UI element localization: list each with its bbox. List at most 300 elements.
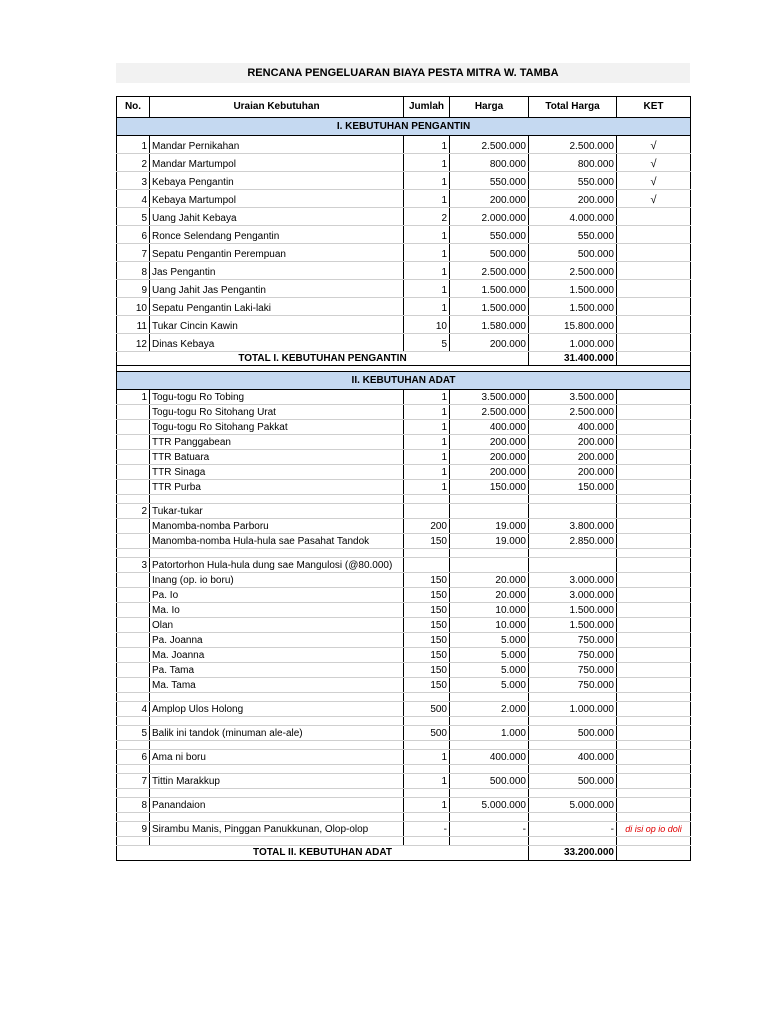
row-total: 800.000: [529, 154, 617, 172]
row-number: 5: [117, 208, 150, 226]
row-quantity: 1: [404, 390, 450, 405]
row-description: Tittin Marakkup: [150, 774, 404, 789]
row-price: 200.000: [450, 334, 529, 352]
table-row: [117, 822, 691, 837]
table-row: [117, 172, 691, 190]
row-number: [117, 837, 150, 846]
row-price: 400.000: [450, 750, 529, 765]
row-price: 550.000: [450, 226, 529, 244]
spacer-row: [117, 693, 691, 702]
row-quantity: 1: [404, 405, 450, 420]
row-number: 4: [117, 190, 150, 208]
row-number: [117, 519, 150, 534]
row-quantity: [404, 837, 450, 846]
row-description: Ronce Selendang Pengantin: [150, 226, 404, 244]
row-description: Sirambu Manis, Pinggan Panukkunan, Olop-olop: [150, 822, 404, 837]
section-2-body: [117, 372, 691, 846]
table-row: [117, 226, 691, 244]
row-total: 1.000.000: [529, 702, 617, 717]
row-quantity: 150: [404, 678, 450, 693]
row-quantity: [404, 495, 450, 504]
row-price: 200.000: [450, 190, 529, 208]
row-description: Dinas Kebaya: [150, 334, 404, 352]
row-number: 6: [117, 750, 150, 765]
row-ket: [617, 798, 691, 813]
row-quantity: 1: [404, 136, 450, 154]
row-quantity: 150: [404, 588, 450, 603]
row-ket: [617, 420, 691, 435]
row-price: 3.500.000: [450, 390, 529, 405]
row-price: 5.000: [450, 663, 529, 678]
row-quantity: 1: [404, 226, 450, 244]
row-total: 500.000: [529, 244, 617, 262]
checkmark-icon: √: [650, 176, 657, 188]
table-row: [117, 519, 691, 534]
row-number: [117, 618, 150, 633]
row-total: 4.000.000: [529, 208, 617, 226]
table-row: [117, 450, 691, 465]
row-description: Tukar Cincin Kawin: [150, 316, 404, 334]
row-total: [529, 837, 617, 846]
row-total: 1.500.000: [529, 618, 617, 633]
row-number: [117, 450, 150, 465]
section-1-total-value: 31.400.000: [529, 352, 617, 366]
row-quantity: 1: [404, 450, 450, 465]
row-ket: [617, 208, 691, 226]
row-total: [529, 741, 617, 750]
row-total: 3.000.000: [529, 573, 617, 588]
row-ket: [617, 519, 691, 534]
row-quantity: [404, 741, 450, 750]
row-quantity: -: [404, 822, 450, 837]
row-total: 2.500.000: [529, 262, 617, 280]
section-1-body: [117, 118, 691, 352]
row-price: [450, 693, 529, 702]
table-row: [117, 663, 691, 678]
row-description: TTR Batuara: [150, 450, 404, 465]
row-quantity: 10: [404, 316, 450, 334]
row-quantity: [404, 558, 450, 573]
row-ket: [617, 244, 691, 262]
row-ket: [617, 813, 691, 822]
row-ket: [617, 465, 691, 480]
row-total: 750.000: [529, 648, 617, 663]
col-header-ket: KET: [617, 97, 691, 118]
row-price: 200.000: [450, 465, 529, 480]
row-price: [450, 837, 529, 846]
row-ket: [617, 558, 691, 573]
row-quantity: 1: [404, 262, 450, 280]
row-total: 15.800.000: [529, 316, 617, 334]
row-total: [529, 558, 617, 573]
row-price: [450, 789, 529, 798]
row-total: 2.500.000: [529, 405, 617, 420]
spacer-row: [117, 549, 691, 558]
row-price: 1.580.000: [450, 316, 529, 334]
row-number: 7: [117, 244, 150, 262]
row-total: 200.000: [529, 435, 617, 450]
row-description: Kebaya Pengantin: [150, 172, 404, 190]
row-description: [150, 741, 404, 750]
row-total: [529, 813, 617, 822]
row-number: [117, 813, 150, 822]
table-row: [117, 208, 691, 226]
row-price: 2.500.000: [450, 136, 529, 154]
row-quantity: 1: [404, 190, 450, 208]
table-row: [117, 618, 691, 633]
row-total: 5.000.000: [529, 798, 617, 813]
row-quantity: 150: [404, 663, 450, 678]
row-description: TTR Sinaga: [150, 465, 404, 480]
row-description: Panandaion: [150, 798, 404, 813]
row-quantity: 1: [404, 435, 450, 450]
row-description: [150, 813, 404, 822]
row-number: [117, 678, 150, 693]
row-total: 750.000: [529, 678, 617, 693]
table-row: [117, 316, 691, 334]
spacer-row: [117, 765, 691, 774]
row-quantity: [404, 504, 450, 519]
row-total: 3.000.000: [529, 588, 617, 603]
row-description: Sepatu Pengantin Perempuan: [150, 244, 404, 262]
row-total: 3.500.000: [529, 390, 617, 405]
row-number: [117, 573, 150, 588]
row-total: 1.500.000: [529, 280, 617, 298]
spacer-row: [117, 813, 691, 822]
section-1-total-row: [117, 352, 691, 366]
row-total: 550.000: [529, 226, 617, 244]
row-total: 200.000: [529, 450, 617, 465]
table-row: [117, 588, 691, 603]
table-row: [117, 774, 691, 789]
row-price: [450, 558, 529, 573]
row-total: 2.500.000: [529, 136, 617, 154]
row-price: [450, 741, 529, 750]
header-row: [117, 97, 691, 118]
row-number: [117, 663, 150, 678]
row-price: 19.000: [450, 519, 529, 534]
row-total: 2.850.000: [529, 534, 617, 549]
row-price: 5.000: [450, 633, 529, 648]
row-number: [117, 534, 150, 549]
row-price: 800.000: [450, 154, 529, 172]
row-description: Kebaya Martumpol: [150, 190, 404, 208]
row-total: 550.000: [529, 172, 617, 190]
section-1-total: [117, 352, 691, 372]
row-number: 10: [117, 298, 150, 316]
table-row: [117, 558, 691, 573]
section-2-header: [117, 372, 691, 390]
row-number: [117, 789, 150, 798]
row-ket: [617, 495, 691, 504]
row-price: 5.000: [450, 678, 529, 693]
row-number: [117, 603, 150, 618]
row-quantity: [404, 789, 450, 798]
row-ket: [617, 334, 691, 352]
row-total: 400.000: [529, 750, 617, 765]
row-quantity: 500: [404, 726, 450, 741]
row-ket: [617, 280, 691, 298]
row-number: 7: [117, 774, 150, 789]
row-description: Togu-togu Ro Sitohang Urat: [150, 405, 404, 420]
row-price: 150.000: [450, 480, 529, 495]
row-ket: [617, 154, 691, 172]
row-quantity: [404, 549, 450, 558]
row-number: 4: [117, 702, 150, 717]
row-total: [529, 693, 617, 702]
row-total: 750.000: [529, 633, 617, 648]
row-number: 11: [117, 316, 150, 334]
section-1-total-ket: [617, 352, 691, 366]
row-number: [117, 765, 150, 774]
row-ket: [617, 648, 691, 663]
budget-table: [116, 96, 691, 861]
row-ket: [617, 262, 691, 280]
row-number: 5: [117, 726, 150, 741]
row-price: [450, 813, 529, 822]
row-total: 1.500.000: [529, 603, 617, 618]
row-price: 1.500.000: [450, 298, 529, 316]
section-2-total: [117, 846, 691, 861]
row-total: [529, 504, 617, 519]
row-ket: [617, 822, 691, 837]
spacer-row: [117, 789, 691, 798]
row-description: [150, 495, 404, 504]
checkmark-icon: √: [650, 194, 657, 206]
row-description: [150, 549, 404, 558]
row-ket: [617, 172, 691, 190]
row-ket: [617, 573, 691, 588]
table-row: [117, 648, 691, 663]
row-price: 200.000: [450, 435, 529, 450]
col-header-price: Harga: [450, 97, 529, 118]
row-total: [529, 789, 617, 798]
row-ket: [617, 726, 691, 741]
row-quantity: 150: [404, 618, 450, 633]
row-ket: [617, 765, 691, 774]
table-row: [117, 420, 691, 435]
col-header-quantity: Jumlah: [404, 97, 450, 118]
row-total: 150.000: [529, 480, 617, 495]
row-quantity: 200: [404, 519, 450, 534]
row-total: [529, 765, 617, 774]
row-price: [450, 549, 529, 558]
table-row: [117, 280, 691, 298]
row-description: Ma. Joanna: [150, 648, 404, 663]
row-price: [450, 495, 529, 504]
row-ket: [617, 717, 691, 726]
row-number: [117, 741, 150, 750]
table-row: [117, 603, 691, 618]
row-ket: [617, 663, 691, 678]
row-quantity: 1: [404, 244, 450, 262]
row-total: 200.000: [529, 465, 617, 480]
table-row: [117, 465, 691, 480]
row-quantity: [404, 693, 450, 702]
section-2-total-ket: [617, 846, 691, 861]
row-quantity: 150: [404, 603, 450, 618]
row-total: 750.000: [529, 663, 617, 678]
row-number: 8: [117, 798, 150, 813]
row-ket: [617, 618, 691, 633]
section-1-header: [117, 118, 691, 136]
row-number: [117, 648, 150, 663]
row-description: Pa. Joanna: [150, 633, 404, 648]
row-ket: [617, 534, 691, 549]
row-ket: [617, 435, 691, 450]
row-number: [117, 717, 150, 726]
row-quantity: 150: [404, 573, 450, 588]
row-price: 20.000: [450, 573, 529, 588]
table-row: [117, 633, 691, 648]
table-row: [117, 750, 691, 765]
row-ket: [617, 190, 691, 208]
row-number: 3: [117, 558, 150, 573]
row-description: [150, 717, 404, 726]
row-total: 1.000.000: [529, 334, 617, 352]
row-total: 200.000: [529, 190, 617, 208]
row-ket: [617, 702, 691, 717]
row-quantity: 2: [404, 208, 450, 226]
row-number: [117, 633, 150, 648]
table-row: [117, 154, 691, 172]
spacer-row: [117, 717, 691, 726]
row-quantity: 1: [404, 750, 450, 765]
section-1-title: I. KEBUTUHAN PENGANTIN: [117, 118, 691, 136]
row-price: 500.000: [450, 244, 529, 262]
row-quantity: 1: [404, 172, 450, 190]
row-ket: [617, 789, 691, 798]
row-quantity: 1: [404, 154, 450, 172]
row-quantity: 150: [404, 534, 450, 549]
checkmark-icon: √: [650, 140, 657, 152]
row-description: Balik ini tandok (minuman ale-ale): [150, 726, 404, 741]
row-description: Ma. Tama: [150, 678, 404, 693]
row-price: 500.000: [450, 774, 529, 789]
row-number: 6: [117, 226, 150, 244]
row-quantity: [404, 717, 450, 726]
row-ket: [617, 837, 691, 846]
row-number: [117, 549, 150, 558]
row-quantity: 1: [404, 774, 450, 789]
row-description: Manomba-nomba Parboru: [150, 519, 404, 534]
section-2-title: II. KEBUTUHAN ADAT: [117, 372, 691, 390]
row-price: 20.000: [450, 588, 529, 603]
row-ket: [617, 741, 691, 750]
row-ket: [617, 678, 691, 693]
row-total: 400.000: [529, 420, 617, 435]
row-number: [117, 495, 150, 504]
row-total: 500.000: [529, 774, 617, 789]
row-description: Pa. Tama: [150, 663, 404, 678]
row-number: [117, 465, 150, 480]
row-number: 1: [117, 136, 150, 154]
row-price: 10.000: [450, 603, 529, 618]
row-total: [529, 717, 617, 726]
row-description: Togu-togu Ro Sitohang Pakkat: [150, 420, 404, 435]
row-number: 1: [117, 390, 150, 405]
row-quantity: 150: [404, 633, 450, 648]
section-2-total-row: [117, 846, 691, 861]
row-ket: [617, 298, 691, 316]
row-number: 12: [117, 334, 150, 352]
row-price: -: [450, 822, 529, 837]
row-ket: [617, 480, 691, 495]
section-2-total-label: TOTAL II. KEBUTUHAN ADAT: [117, 846, 529, 861]
row-number: [117, 435, 150, 450]
row-ket: [617, 549, 691, 558]
row-number: 9: [117, 280, 150, 298]
table-row: [117, 678, 691, 693]
row-description: Ma. Io: [150, 603, 404, 618]
table-row: [117, 435, 691, 450]
row-ket: [617, 226, 691, 244]
table-row: [117, 244, 691, 262]
row-quantity: 1: [404, 480, 450, 495]
table-row: [117, 390, 691, 405]
row-price: 10.000: [450, 618, 529, 633]
row-price: [450, 765, 529, 774]
row-ket: [617, 588, 691, 603]
row-description: [150, 765, 404, 774]
row-description: Togu-togu Ro Tobing: [150, 390, 404, 405]
row-number: 2: [117, 154, 150, 172]
row-price: 550.000: [450, 172, 529, 190]
row-price: 400.000: [450, 420, 529, 435]
row-ket: [617, 504, 691, 519]
row-price: 2.000: [450, 702, 529, 717]
spacer-row: [117, 741, 691, 750]
row-price: 2.500.000: [450, 262, 529, 280]
row-ket: [617, 136, 691, 154]
row-number: 2: [117, 504, 150, 519]
row-number: [117, 588, 150, 603]
row-description: [150, 789, 404, 798]
row-ket: [617, 390, 691, 405]
table-row: [117, 573, 691, 588]
row-price: [450, 504, 529, 519]
row-quantity: [404, 765, 450, 774]
table-row: [117, 136, 691, 154]
row-description: Jas Pengantin: [150, 262, 404, 280]
row-description: Inang (op. io boru): [150, 573, 404, 588]
row-description: Mandar Martumpol: [150, 154, 404, 172]
row-description: Olan: [150, 618, 404, 633]
row-ket: [617, 450, 691, 465]
row-quantity: [404, 813, 450, 822]
row-description: TTR Purba: [150, 480, 404, 495]
row-number: [117, 420, 150, 435]
row-price: 2.000.000: [450, 208, 529, 226]
col-header-no: No.: [117, 97, 150, 118]
table-row: [117, 334, 691, 352]
section-1-total-label: TOTAL I. KEBUTUHAN PENGANTIN: [117, 352, 529, 366]
spacer-row: [117, 837, 691, 846]
row-total: [529, 495, 617, 504]
row-description: Sepatu Pengantin Laki-laki: [150, 298, 404, 316]
row-number: [117, 693, 150, 702]
row-number: [117, 480, 150, 495]
table-row: [117, 798, 691, 813]
row-description: Ama ni boru: [150, 750, 404, 765]
row-description: Amplop Ulos Holong: [150, 702, 404, 717]
table-row: [117, 534, 691, 549]
row-price: 5.000: [450, 648, 529, 663]
table-row: [117, 726, 691, 741]
table-row: [117, 504, 691, 519]
row-quantity: 5: [404, 334, 450, 352]
section-2-total-value: 33.200.000: [529, 846, 617, 861]
